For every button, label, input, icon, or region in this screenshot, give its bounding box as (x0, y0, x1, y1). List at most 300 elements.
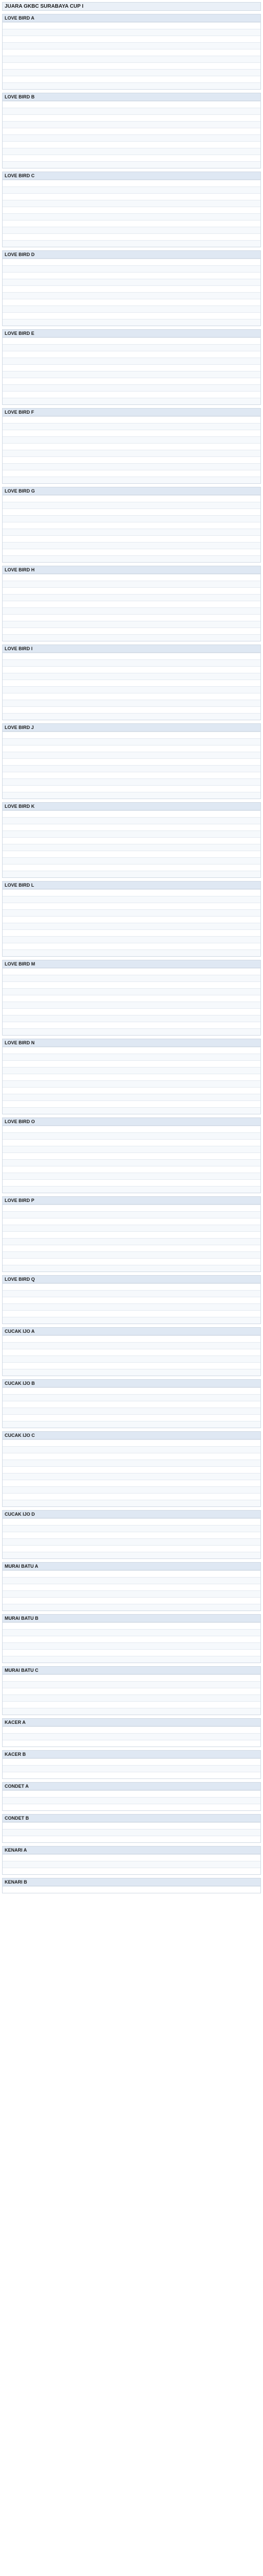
table-cell (3, 1623, 100, 1630)
section-title: CUCAK IJO C (3, 1432, 260, 1439)
table-cell (3, 1284, 100, 1291)
table-cell (180, 194, 260, 200)
table-row (3, 687, 260, 693)
table-cell (180, 786, 260, 792)
table-cell (3, 1643, 100, 1650)
table-row (3, 470, 260, 477)
table-cell (180, 975, 260, 982)
table-row (3, 266, 260, 273)
table-cell (180, 766, 260, 772)
table-cell (100, 910, 180, 917)
table-cell (3, 529, 100, 536)
table-row (3, 628, 260, 635)
table-row (3, 950, 260, 957)
results-table (3, 495, 260, 562)
table-cell (100, 1571, 180, 1578)
table-cell (3, 910, 100, 917)
table-cell (3, 917, 100, 923)
table-cell (180, 1349, 260, 1356)
table-cell (180, 187, 260, 194)
table-cell (180, 1702, 260, 1708)
section-title: LOVE BIRD G (3, 487, 260, 495)
table-row (3, 621, 260, 628)
table-row (3, 1791, 260, 1798)
table-row (3, 838, 260, 844)
table-cell (180, 385, 260, 392)
table-row (3, 1487, 260, 1494)
table-cell (180, 1265, 260, 1272)
table-cell (180, 1245, 260, 1252)
table-cell (3, 1304, 100, 1311)
table-cell (100, 187, 180, 194)
section (2, 1275, 261, 1324)
table-cell (3, 1395, 100, 1401)
table-cell (180, 943, 260, 950)
table-cell (180, 923, 260, 930)
table-cell (180, 1708, 260, 1715)
table-cell (100, 930, 180, 937)
table-cell (3, 766, 100, 772)
table-cell (180, 989, 260, 995)
table-cell (100, 259, 180, 266)
table-cell (180, 1205, 260, 1212)
table-cell (180, 417, 260, 423)
table-cell (3, 1500, 100, 1507)
table-cell (100, 772, 180, 779)
table-cell (180, 1829, 260, 1836)
table-row (3, 1702, 260, 1708)
table-row (3, 108, 260, 115)
table-cell (3, 1766, 100, 1772)
table-cell (180, 437, 260, 444)
table-cell (100, 1146, 180, 1153)
section (2, 1782, 261, 1811)
table-cell (3, 732, 100, 739)
table-cell (100, 1823, 180, 1829)
table-cell (100, 1232, 180, 1239)
table-row (3, 1363, 260, 1369)
table-cell (100, 115, 180, 122)
table-cell (3, 989, 100, 995)
section-title: MURAI BATU A (3, 1563, 260, 1570)
table-row (3, 851, 260, 858)
table-cell (3, 1336, 100, 1343)
table-cell (180, 831, 260, 838)
table-row (3, 1291, 260, 1297)
table-cell (180, 214, 260, 221)
table-cell (100, 943, 180, 950)
table-cell (3, 1356, 100, 1363)
table-row (3, 1415, 260, 1421)
table-row (3, 76, 260, 83)
table-cell (3, 595, 100, 601)
table-row (3, 1067, 260, 1074)
table-cell (3, 1349, 100, 1356)
table-cell (180, 450, 260, 457)
table-cell (100, 831, 180, 838)
table-cell (100, 207, 180, 214)
table-row (3, 29, 260, 36)
table-cell (3, 1133, 100, 1140)
table-row (3, 477, 260, 484)
table-cell (100, 1487, 180, 1494)
table-cell (180, 693, 260, 700)
table-cell (180, 279, 260, 286)
table-cell (3, 896, 100, 903)
table-row (3, 1160, 260, 1166)
table-row (3, 259, 260, 266)
table-row (3, 142, 260, 148)
table-cell (100, 660, 180, 667)
table-cell (100, 1855, 180, 1861)
table-cell (100, 1440, 180, 1447)
table-row (3, 241, 260, 247)
table-row (3, 660, 260, 667)
table-cell (100, 1094, 180, 1101)
table-cell (3, 1212, 100, 1218)
table-cell (3, 1022, 100, 1029)
section-title: LOVE BIRD E (3, 330, 260, 337)
table-cell (180, 745, 260, 752)
table-row (3, 1734, 260, 1740)
table-row (3, 457, 260, 464)
table-cell (3, 299, 100, 306)
table-cell (3, 207, 100, 214)
table-cell (180, 1133, 260, 1140)
table-row (3, 522, 260, 529)
section (2, 1750, 261, 1779)
table-cell (100, 371, 180, 378)
table-cell (100, 1868, 180, 1875)
table-cell (3, 351, 100, 358)
table-cell (100, 1297, 180, 1304)
table-cell (100, 739, 180, 745)
table-cell (100, 1759, 180, 1766)
table-cell (100, 1494, 180, 1500)
table-cell (100, 707, 180, 714)
table-cell (3, 588, 100, 595)
table-cell (180, 1868, 260, 1875)
table-row (3, 70, 260, 76)
table-cell (3, 1578, 100, 1584)
table-cell (180, 1836, 260, 1843)
table-cell (3, 549, 100, 556)
table-cell (3, 1804, 100, 1811)
table-cell (100, 148, 180, 155)
table-cell (180, 1291, 260, 1297)
table-row (3, 1643, 260, 1650)
results-table (3, 1439, 260, 1506)
table-row (3, 1252, 260, 1259)
table-cell (100, 502, 180, 509)
table-cell (100, 437, 180, 444)
table-row (3, 871, 260, 878)
table-row (3, 1740, 260, 1747)
table-cell (100, 1002, 180, 1009)
table-cell (100, 516, 180, 522)
table-row (3, 739, 260, 745)
table-cell (180, 83, 260, 90)
table-cell (180, 910, 260, 917)
table-cell (180, 371, 260, 378)
table-cell (3, 1225, 100, 1232)
table-cell (3, 693, 100, 700)
table-cell (3, 752, 100, 759)
table-cell (100, 1688, 180, 1695)
table-cell (3, 1571, 100, 1578)
table-cell (180, 1598, 260, 1604)
table-cell (3, 477, 100, 484)
table-cell (3, 227, 100, 234)
table-cell (180, 457, 260, 464)
table-cell (100, 122, 180, 128)
table-row (3, 509, 260, 516)
table-cell (100, 1349, 180, 1356)
table-cell (3, 1702, 100, 1708)
table-cell (180, 1388, 260, 1395)
table-cell (3, 844, 100, 851)
table-cell (3, 148, 100, 155)
table-cell (180, 1823, 260, 1829)
table-cell (100, 1022, 180, 1029)
table-cell (180, 148, 260, 155)
table-cell (3, 653, 100, 660)
table-row (3, 1682, 260, 1688)
table-cell (100, 162, 180, 168)
table-cell (100, 1604, 180, 1611)
table-cell (3, 345, 100, 351)
table-cell (100, 1388, 180, 1395)
table-cell (3, 234, 100, 241)
table-row (3, 365, 260, 371)
table-row (3, 1029, 260, 1036)
table-cell (3, 621, 100, 628)
table-row (3, 207, 260, 214)
table-cell (3, 1539, 100, 1546)
table-cell (3, 1002, 100, 1009)
table-cell (3, 1727, 100, 1734)
table-row (3, 162, 260, 168)
table-cell (180, 917, 260, 923)
table-cell (100, 653, 180, 660)
table-cell (3, 509, 100, 516)
table-cell (180, 601, 260, 608)
section-title: LOVE BIRD B (3, 93, 260, 101)
table-cell (100, 1804, 180, 1811)
table-cell (3, 1297, 100, 1304)
table-cell (180, 1861, 260, 1868)
table-cell (3, 221, 100, 227)
table-row (3, 1212, 260, 1218)
table-row (3, 101, 260, 108)
table-row (3, 1467, 260, 1473)
table-row (3, 601, 260, 608)
table-row (3, 200, 260, 207)
table-cell (3, 1317, 100, 1324)
table-row (3, 680, 260, 687)
table-cell (3, 943, 100, 950)
table-cell (100, 286, 180, 293)
table-cell (3, 1598, 100, 1604)
table-row (3, 115, 260, 122)
table-cell (100, 543, 180, 549)
table-cell (100, 1650, 180, 1656)
table-cell (3, 1546, 100, 1552)
table-cell (100, 365, 180, 371)
table-cell (180, 1180, 260, 1187)
table-row (3, 417, 260, 423)
table-cell (3, 1759, 100, 1766)
results-table (3, 732, 260, 799)
table-row (3, 1081, 260, 1088)
table-cell (3, 739, 100, 745)
table-cell (100, 635, 180, 641)
table-cell (180, 338, 260, 345)
table-cell (100, 385, 180, 392)
table-cell (3, 969, 100, 975)
table-cell (3, 831, 100, 838)
table-cell (3, 1166, 100, 1173)
table-cell (180, 1173, 260, 1180)
results-table (3, 1047, 260, 1114)
table-cell (180, 529, 260, 536)
table-cell (3, 1682, 100, 1688)
table-cell (3, 522, 100, 529)
table-cell (100, 1311, 180, 1317)
table-row (3, 903, 260, 910)
table-row (3, 667, 260, 673)
table-row (3, 450, 260, 457)
table-cell (180, 142, 260, 148)
table-cell (100, 844, 180, 851)
table-cell (180, 950, 260, 957)
table-cell (100, 1239, 180, 1245)
table-row (3, 844, 260, 851)
table-row (3, 319, 260, 326)
table-row (3, 1473, 260, 1480)
table-cell (100, 29, 180, 36)
table-cell (100, 1734, 180, 1740)
table-cell (180, 660, 260, 667)
table-row (3, 516, 260, 522)
table-cell (180, 29, 260, 36)
table-row (3, 673, 260, 680)
table-row (3, 1408, 260, 1415)
table-cell (100, 214, 180, 221)
table-cell (100, 345, 180, 351)
table-row (3, 1636, 260, 1643)
section (2, 1814, 261, 1843)
table-cell (180, 1061, 260, 1067)
table-cell (180, 1623, 260, 1630)
section (2, 881, 261, 957)
table-cell (180, 759, 260, 766)
table-row (3, 608, 260, 615)
table-cell (3, 1015, 100, 1022)
table-cell (3, 1140, 100, 1146)
table-cell (3, 1009, 100, 1015)
table-cell (100, 1539, 180, 1546)
table-cell (180, 49, 260, 56)
table-row (3, 543, 260, 549)
table-cell (180, 1160, 260, 1166)
table-row (3, 574, 260, 581)
table-cell (100, 1363, 180, 1369)
table-cell (3, 1526, 100, 1532)
table-cell (100, 1225, 180, 1232)
table-cell (180, 430, 260, 437)
table-cell (100, 1356, 180, 1363)
table-row (3, 56, 260, 63)
table-cell (100, 621, 180, 628)
table-row (3, 1630, 260, 1636)
table-cell (3, 851, 100, 858)
table-cell (100, 890, 180, 896)
table-cell (180, 844, 260, 851)
table-cell (100, 36, 180, 43)
table-cell (3, 1823, 100, 1829)
table-row (3, 1022, 260, 1029)
table-cell (100, 1408, 180, 1415)
table-row (3, 1265, 260, 1272)
table-cell (180, 1311, 260, 1317)
table-cell (100, 667, 180, 673)
results-table (3, 1790, 260, 1810)
table-cell (180, 1539, 260, 1546)
table-cell (3, 635, 100, 641)
table-cell (3, 313, 100, 319)
table-row (3, 1532, 260, 1539)
section (2, 329, 261, 405)
table-cell (3, 581, 100, 588)
table-cell (3, 903, 100, 910)
table-cell (180, 1401, 260, 1408)
table-row (3, 1259, 260, 1265)
table-cell (180, 266, 260, 273)
table-cell (100, 851, 180, 858)
table-cell (180, 1022, 260, 1029)
table-cell (3, 1675, 100, 1682)
table-cell (3, 1218, 100, 1225)
table-cell (100, 1187, 180, 1193)
section-title: MURAI BATU B (3, 1615, 260, 1622)
table-row (3, 148, 260, 155)
table-cell (100, 818, 180, 824)
table-row (3, 1356, 260, 1363)
table-cell (100, 194, 180, 200)
table-row (3, 1002, 260, 1009)
table-row (3, 1759, 260, 1766)
table-row (3, 1101, 260, 1108)
table-cell (100, 1546, 180, 1552)
table-row (3, 1133, 260, 1140)
table-cell (100, 1108, 180, 1114)
section-title: KACER A (3, 1719, 260, 1726)
table-cell (180, 358, 260, 365)
table-row (3, 63, 260, 70)
section-title: LOVE BIRD N (3, 1039, 260, 1047)
table-cell (100, 693, 180, 700)
table-cell (180, 313, 260, 319)
table-cell (100, 221, 180, 227)
table-cell (3, 1415, 100, 1421)
table-row (3, 83, 260, 90)
table-row (3, 1140, 260, 1146)
table-cell (3, 687, 100, 693)
section (2, 1327, 261, 1376)
table-cell (100, 865, 180, 871)
table-row (3, 792, 260, 799)
